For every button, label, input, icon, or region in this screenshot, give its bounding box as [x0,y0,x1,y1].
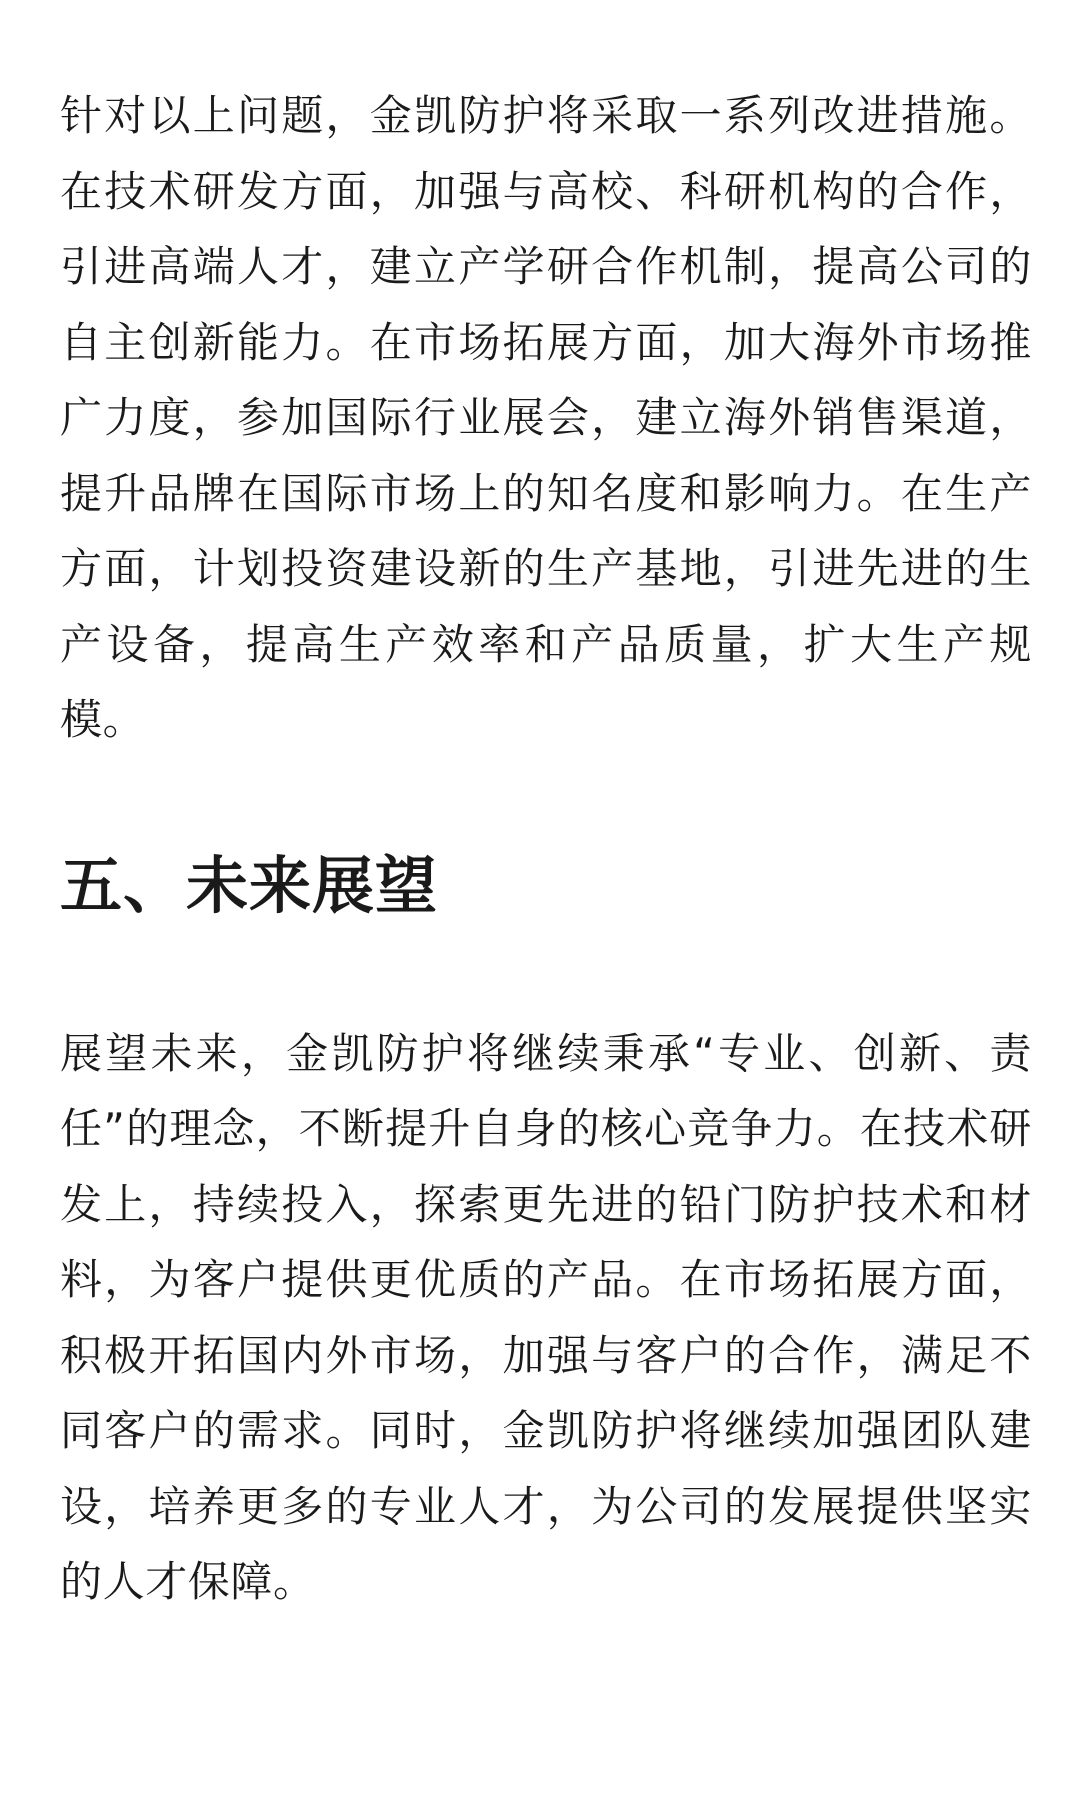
article-body [60,78,1032,1620]
improvement-measures-paragraph: 针对以上问题，金凯防护将采取一系列改进措施。在技术研发方面，加强与高校、科研机构的合作，引进高端人才，建立产学研合作机制，提高公司的自主创新能力。在市场拓展方面，加大海外市场推广力度，参加国际行业展会，建立海外销售渠道，提升品牌在国际市场上的知名度和影响力。在生产方面，计划投资建设新的生产基地，引进先进的生产设备，提高生产效率和产品质量，扩大生产规模。 [60,91,1032,744]
section-heading-future-outlook: 五、未来展望 [60,848,439,922]
future-outlook-paragraph: 展望未来，金凯防护将继续秉承“专业、创新、责任”的理念，不断提升自身的核心竞争力。在技术研发上，持续投入，探索更先进的铅门防护技术和材料，为客户提供更优质的产品。在市场拓展方面，积极开拓国内外市场，加强与客户的合作，满足不同客户的需求。同时，金凯防护将继续加强团队建设，培养更多的专业人才，为公司的发展提供坚实的人才保障。 [60,1028,1032,1606]
